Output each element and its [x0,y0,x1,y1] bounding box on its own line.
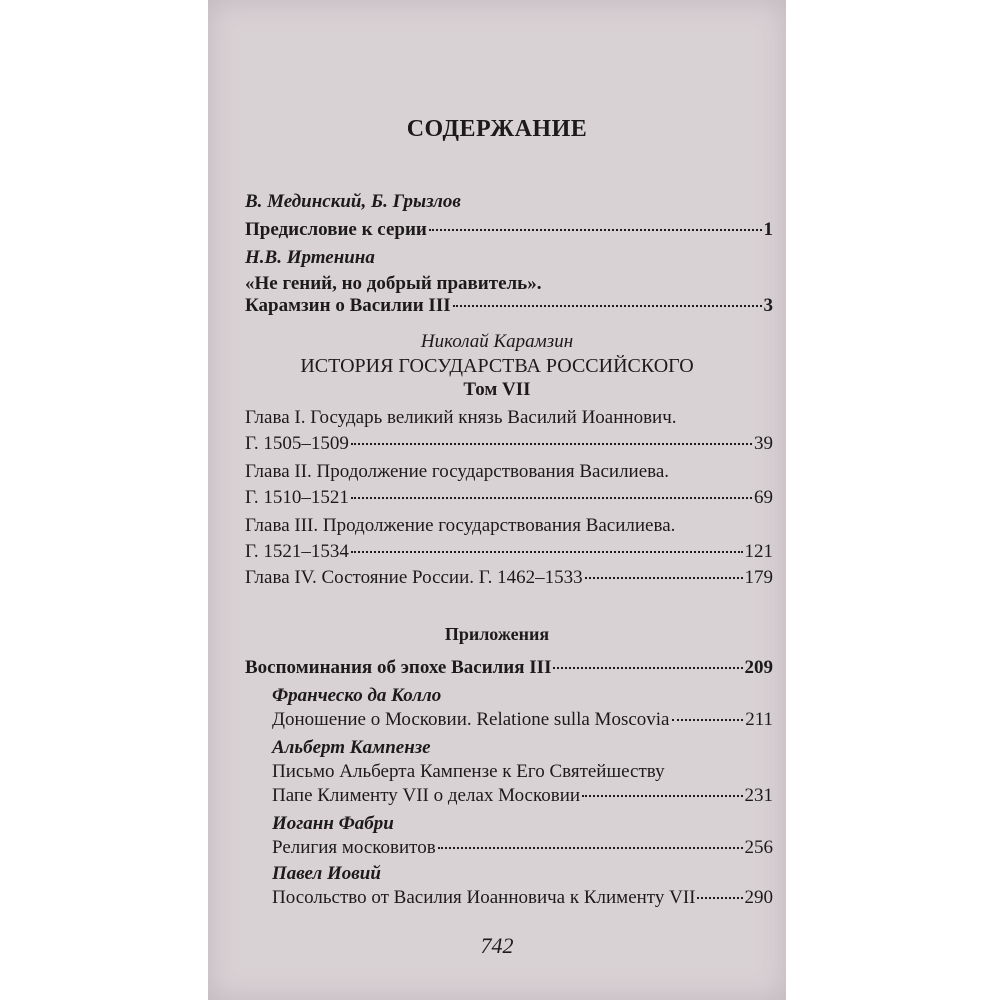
entry-page: 69 [754,487,773,508]
toc-entry-fabri [272,836,773,860]
book-author: Николай Карамзин [420,331,574,352]
toc-entry-jovius [272,886,773,910]
dot-leader [438,847,743,849]
author-jovius: Павел Иовий [272,863,381,884]
entry-label: Религия московитов [272,837,436,858]
author-campense: Альберт Кампензе [272,737,431,758]
author-irtenina: Н.В. Иртенина [245,247,375,268]
book-volume: Том VII [463,379,531,400]
author-da-collo: Франческо да Колло [272,685,442,706]
entry-label: Г. 1505–1509 [245,433,349,454]
toc-entry-chapter-3 [245,540,773,564]
entry-line: «Не гений, но добрый правитель». [245,273,542,294]
entry-label: Г. 1510–1521 [245,487,349,508]
dot-leader [351,551,743,553]
dot-leader [429,229,762,231]
dot-leader [553,667,742,669]
entry-label: Глава IV. Состояние России. Г. 1462–1533 [245,567,583,588]
entry-label: Посольство от Василия Иоанновича к Клименту VII [272,887,696,908]
dot-leader [351,497,752,499]
chapter-2-title: Глава II. Продолжение государствования Василиева. [245,461,670,482]
chapter-3-title: Глава III. Продолжение государствования Василиева. [245,515,676,536]
entry-page: 211 [745,709,773,730]
entry-page: 39 [754,433,773,454]
dot-leader [351,443,752,445]
entry-label: Г. 1521–1534 [245,541,349,562]
toc-entry-chapter-1 [245,432,773,456]
toc-entry-preface [245,218,773,242]
book-title: ИСТОРИЯ ГОСУДАРСТВА РОССИЙСКОГО [300,355,694,377]
entry-page: 179 [744,567,773,588]
toc-entry-chapter-4 [245,566,773,590]
toc-entry-campense [272,784,773,808]
author-fabri: Иоганн Фабри [272,813,394,834]
entry-page: 290 [744,887,773,908]
entry-label: Карамзин о Василии III [245,295,451,316]
toc-entry-chapter-2 [245,486,773,510]
entry-label: Воспоминания об эпохе Василия III [245,657,552,678]
entry-page: 121 [744,541,773,562]
dot-leader [697,897,742,899]
dot-leader [672,719,744,721]
dot-leader [453,305,762,307]
toc-entry-da-collo [272,708,773,732]
toc-entry-karamzin-essay [245,294,773,318]
page-number: 742 [480,933,514,958]
entry-page: 231 [744,785,773,806]
dot-leader [582,795,742,797]
dot-leader [585,577,743,579]
entry-label: Папе Клименту VII о делах Московии [272,785,581,806]
page-title: СОДЕРЖАНИЕ [406,116,588,142]
entry-line: Письмо Альберта Кампензе к Его Святейшеству [272,761,665,782]
toc-entry-memoirs [245,656,773,680]
author-medinsky-gryzlov: В. Мединский, Б. Грызлов [245,191,461,212]
entry-page: 3 [763,295,773,316]
appendix-heading: Приложения [444,624,550,644]
entry-page: 209 [744,657,773,678]
entry-page: 256 [744,837,773,858]
chapter-1-title: Глава I. Государь великий князь Василий Иоаннович. [245,407,677,428]
entry-label: Доношение о Московии. Relatione sulla Moscovia [272,709,670,730]
entry-label: Предисловие к серии [245,219,427,240]
entry-page: 1 [763,219,773,240]
